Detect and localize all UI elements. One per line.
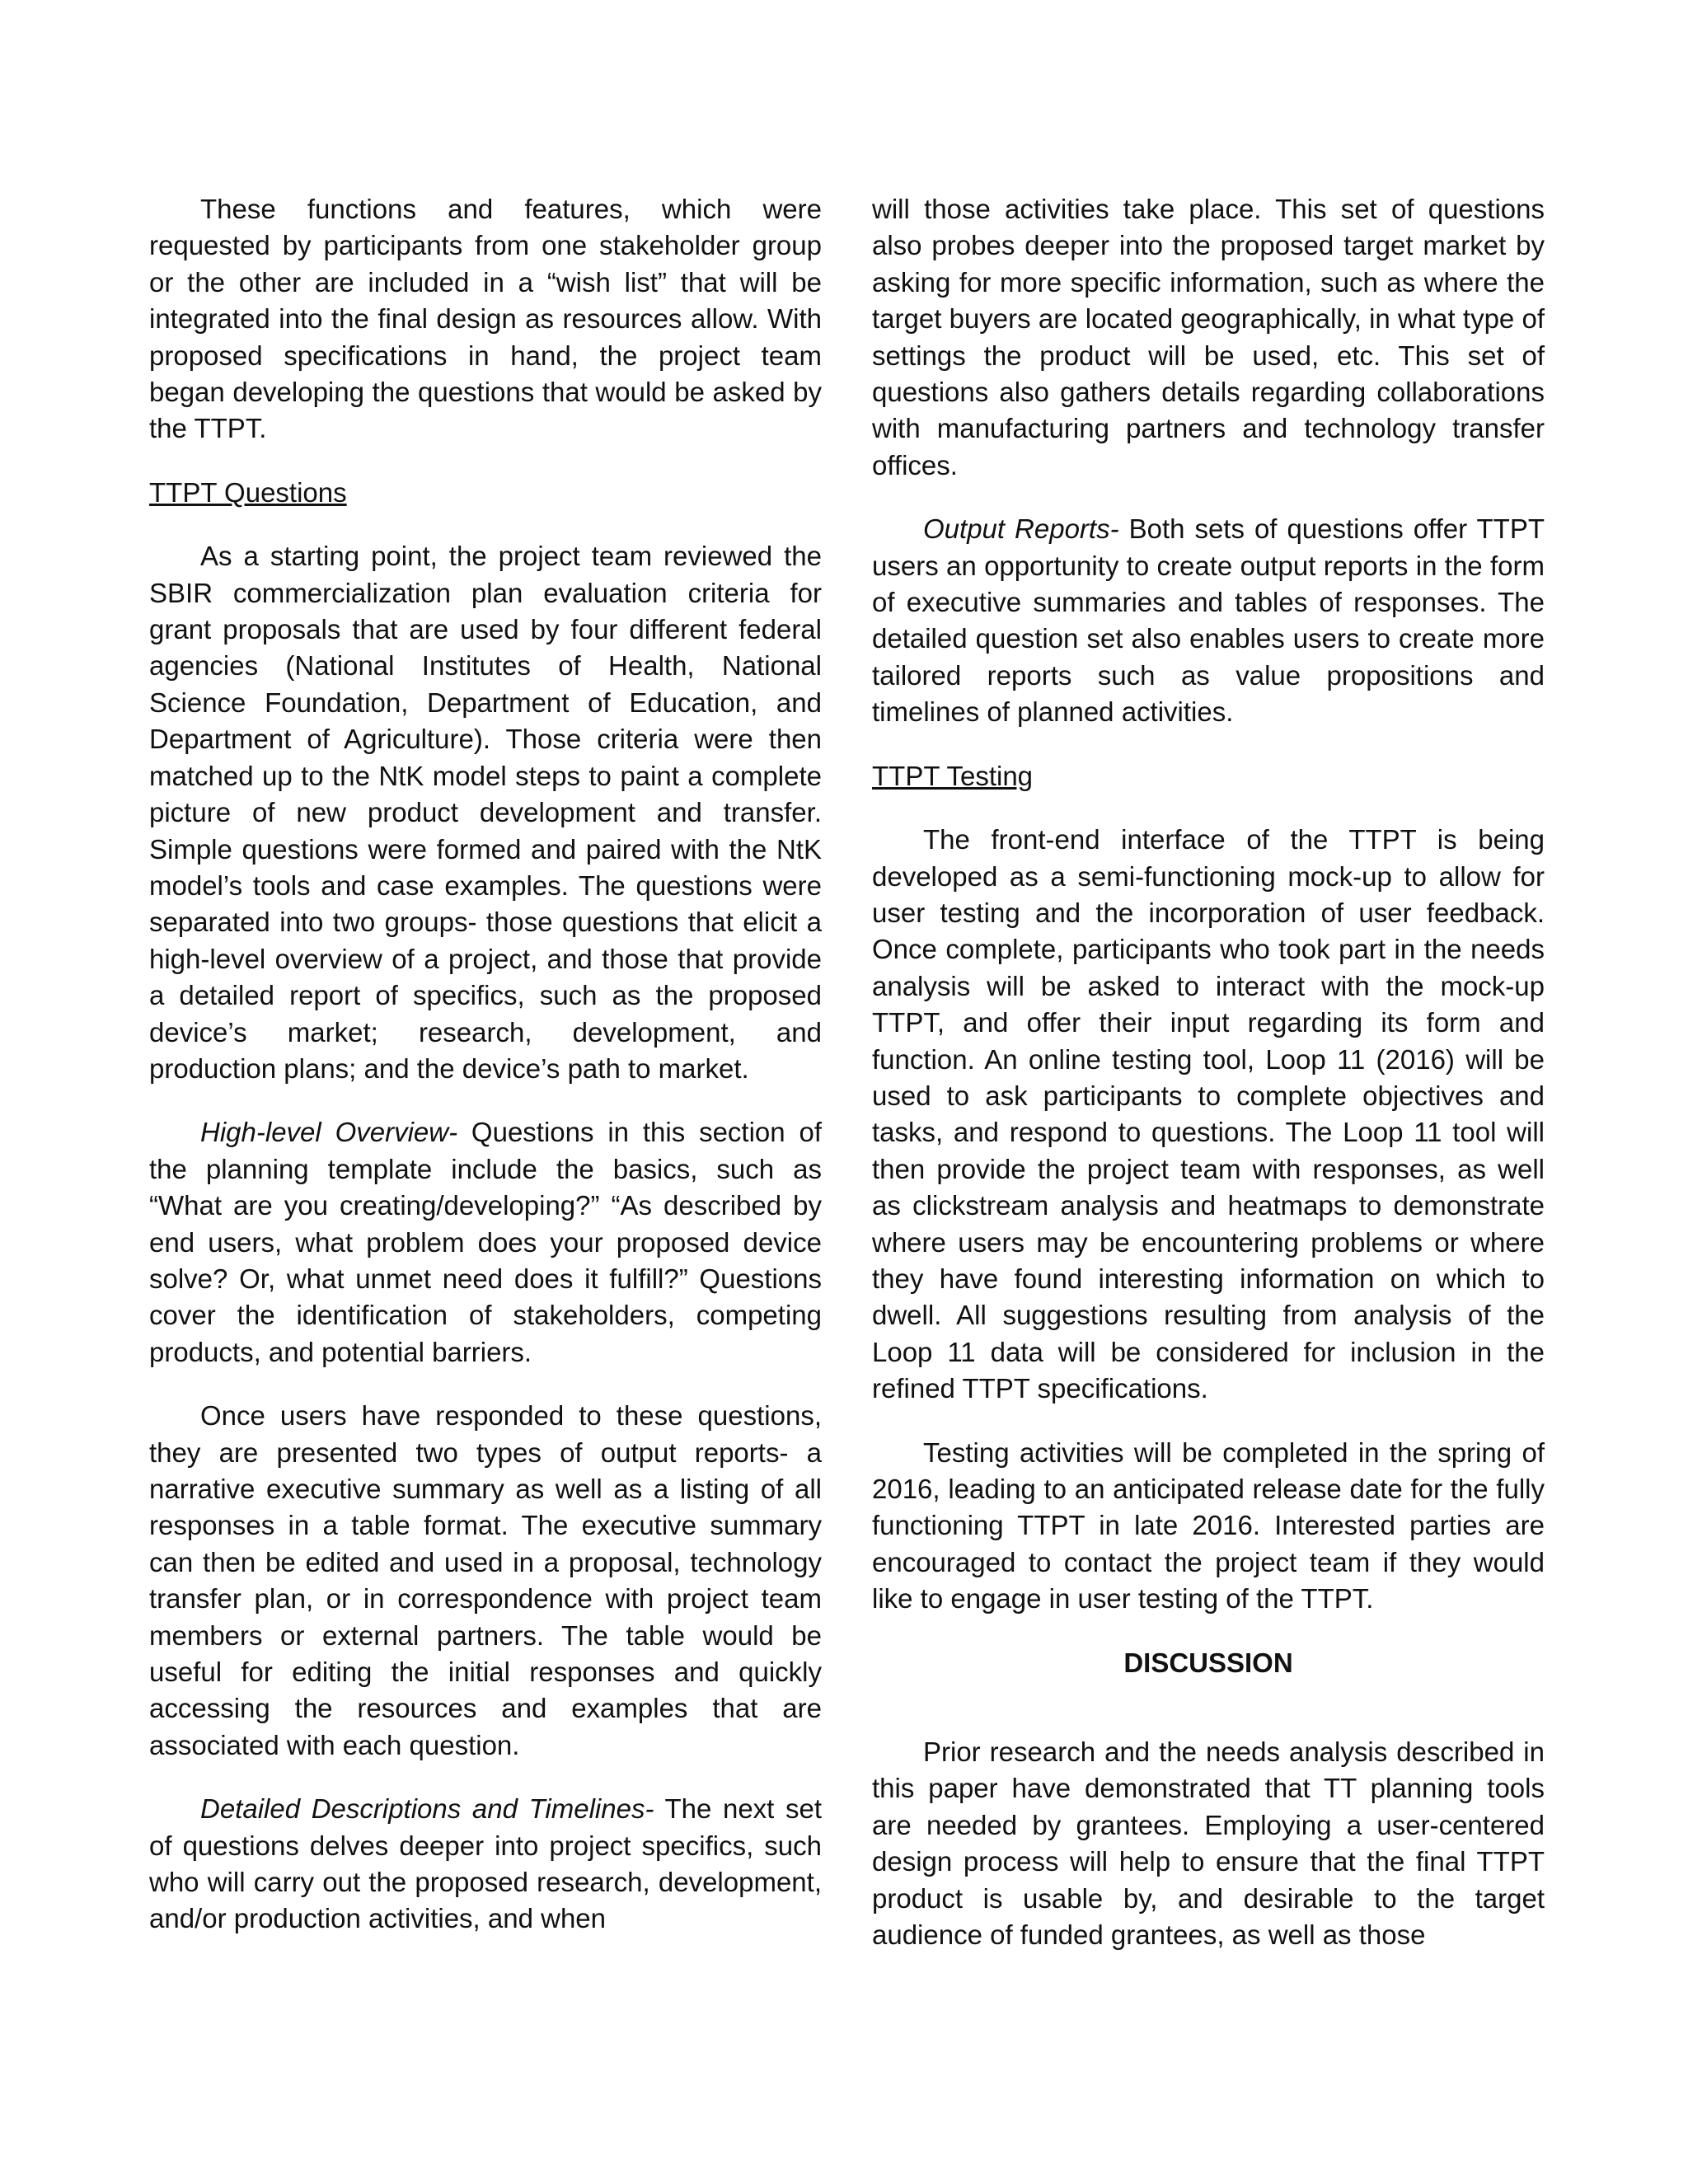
body-output-reports: Both sets of questions offer TTPT users an opportunity to create output reports in the form of executive summaries and tables of responses. The detailed question set also enables users to create more tailored reports such as value propositions and timelines of planned activities.	[872, 513, 1545, 728]
right-column	[872, 191, 1545, 1953]
body-high-level-overview: Questions in this section of the planning template include the basics, such as “What are you creating/developing?” “As described by end users, what problem does your proposed device solve? Or, what unmet need does it fulfill?” Questions cover the identification of stakeholders, competing products, and potential barriers.	[149, 1117, 822, 1367]
paragraph-output-reports-intro: Once users have responded to these questions, they are presented two types of output reports- a narrative executive summary as well as a listing of all responses in a table format. The executive summary can then be edited and used in a proposal, technology transfer plan, or in correspondence with project team members or external partners. The table would be useful for editing the initial responses and quickly accessing the resources and examples that are associated with each question.	[149, 1400, 822, 1760]
paragraph-starting-point: As a starting point, the project team reviewed the SBIR commercialization plan evaluation criteria for grant proposals that are used by four different federal agencies (National Institutes of Health, National Science Foundation, Department of Education, and Department of Agriculture). Those criteria were then matched up to the NtK model steps to paint a complete picture of new product development and transfer. Simple questions were formed and paired with the NtK model’s tools and case examples. The questions were separated into two groups- those questions that elicit a high-level overview of a project, and those that provide a detailed report of specifics, such as the proposed device’s market; research, development, and production plans; and the device’s path to market.	[149, 541, 822, 1084]
paragraph-testing-activities: Testing activities will be completed in the spring of 2016, leading to an anticipated release date for the fully functioning TTPT in late 2016. Interested parties are encouraged to contact the project team if they would like to engage in user testing of the TTPT.	[872, 1436, 1545, 1615]
lead-high-level-overview: High-level Overview-	[200, 1117, 458, 1148]
lead-detailed-descriptions: Detailed Descriptions and Timelines-	[200, 1793, 654, 1825]
heading-discussion: DISCUSSION	[1123, 1647, 1293, 1678]
paragraph-wish-list: These functions and features, which were requested by participants from one stakeholder group or the other are included in a “wish list” that will be integrated into the final design as resources allow. With proposed specifications in hand, the project team began developing the questions that would be asked by the TTPT.	[149, 194, 822, 444]
paragraph-detailed-descriptions	[149, 1791, 822, 1938]
paragraph-high-level-overview	[149, 1114, 822, 1371]
heading-ttpt-questions: TTPT Questions	[149, 476, 347, 508]
paragraph-output-reports	[872, 511, 1545, 730]
paragraph-front-end-interface: The front-end interface of the TTPT is being developed as a semi-functioning mock-up to allow for user testing and the incorporation of user feedback. Once complete, participants who took part in the needs analysis will be asked to interact with the mock-up TTPT, and offer their input regarding its form and function. An online testing tool, Loop 11 (2016) will be used to ask participants to complete objectives and tasks, and respond to questions. The Loop 11 tool will then provide the project team with responses, as well as clickstream analysis and heatmaps to demonstrate where users may be encountering problems or where they have found interesting information on which to dwell. All suggestions resulting from analysis of the Loop 11 data will be considered for inclusion in the refined TTPT specifications.	[872, 824, 1545, 1404]
left-column	[149, 191, 822, 1938]
paragraph-activities-continued: will those activities take place. This set of questions also probes deeper into the proposed target market by asking for more specific information, such as where the target buyers are located geographically, in what type of settings the product will be used, etc. This set of questions also gathers details regarding collaborations with manufacturing partners and technology transfer offices.	[872, 194, 1545, 480]
heading-ttpt-testing: TTPT Testing	[872, 760, 1034, 791]
paragraph-discussion: Prior research and the needs analysis described in this paper have demonstrated that TT planning tools are needed by grantees. Employing a user-centered design process will help to ensure that the final TTPT product is usable by, and desirable to the target audience of funded grantees, as well as those	[872, 1736, 1545, 1951]
lead-output-reports: Output Reports-	[923, 513, 1119, 545]
body-detailed-descriptions: The next set of questions delves deeper into project specifics, such who will carry out the proposed research, development, and/or production activities, and when	[149, 1793, 822, 1934]
